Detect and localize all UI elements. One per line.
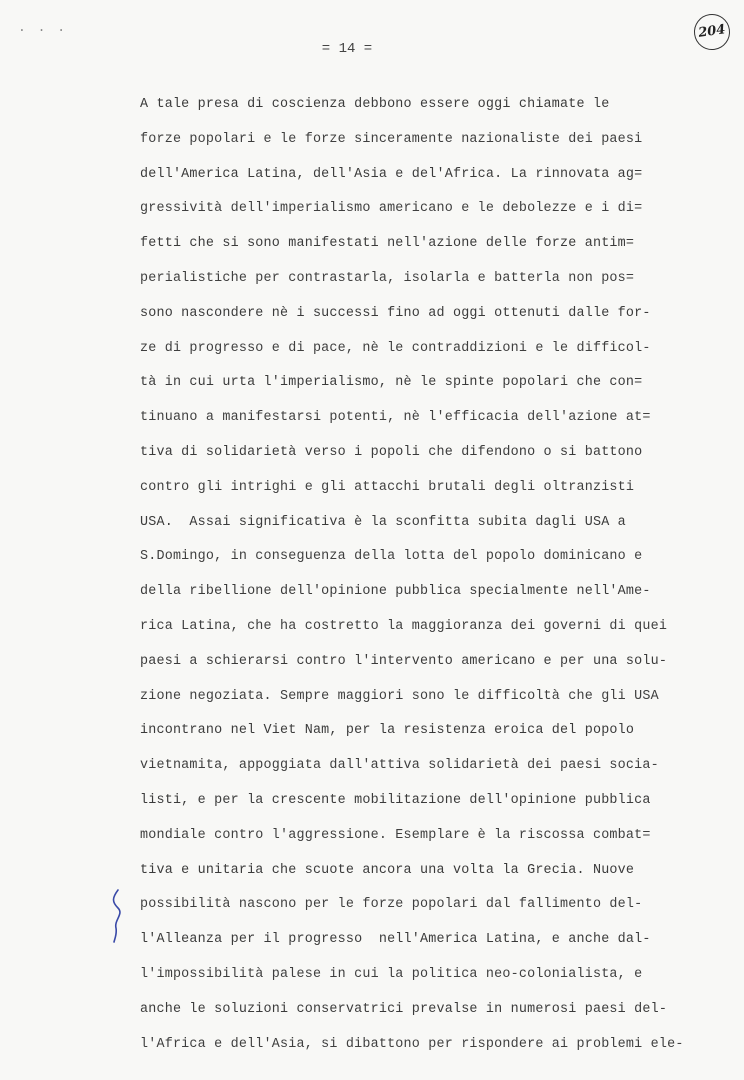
text-line: l'Africa e dell'Asia, si dibattono per rispondere ai problemi ele- [140,1036,684,1052]
text-line: tà in cui urta l'imperialismo, nè le spinte popolari che con= [140,375,643,391]
text-line: l'impossibilità palese in cui la politica neo-colonialista, e [140,966,643,982]
text-line: forze popolari e le forze sinceramente nazionaliste dei paesi [140,131,643,147]
text-line: dell'America Latina, dell'Asia e del'Africa. La rinnovata ag= [140,166,643,182]
corner-marks: . . . [18,20,68,35]
text-line: contro gli intrighi e gli attacchi brutali degli oltranzisti [140,479,635,495]
text-line: sono nascondere nè i successi fino ad oggi ottenuti dalle for- [140,305,651,321]
text-line: USA. Assai significativa è la sconfitta subita dagli USA a [140,514,626,530]
text-line: tinuano a manifestarsi potenti, nè l'efficacia dell'azione at= [140,410,651,426]
margin-pen-mark-icon [108,888,128,944]
text-line: zione negoziata. Sempre maggiori sono le difficoltà che gli USA [140,688,659,704]
text-line: tiva di solidarietà verso i popoli che difendono o si battono [140,444,643,460]
text-line: incontrano nel Viet Nam, per la resistenza eroica del popolo [140,723,635,739]
text-line: perialistiche per contrastarla, isolarla e batterla non pos= [140,270,635,286]
text-line: paesi a schierarsi contro l'intervento americano e per una solu- [140,653,668,669]
text-line: rica Latina, che ha costretto la maggioranza dei governi di quei [140,618,668,634]
text-line: ze di progresso e di pace, nè le contraddizioni e le difficol- [140,340,651,356]
body-text [140,88,720,1062]
text-line: A tale presa di coscienza debbono essere oggi chiamate le [140,97,610,112]
text-line: gressività dell'imperialismo americano e le debolezze e i di= [140,201,643,217]
text-line: possibilità nascono per le forze popolari dal fallimento del- [140,897,643,913]
text-line: anche le soluzioni conservatrici prevalse in numerosi paesi del- [140,1001,668,1017]
text-line: vietnamita, appoggiata dall'attiva solidarietà dei paesi socia- [140,758,659,774]
text-line: l'Alleanza per il progresso nell'America Latina, e anche dal- [140,932,651,948]
page-number: = 14 = [321,41,373,57]
text-line: della ribellione dell'opinione pubblica specialmente nell'Ame- [140,584,651,600]
text-line: fetti che si sono manifestati nell'azione delle forze antim= [140,236,635,252]
text-line: listi, e per la crescente mobilitazione dell'opinione pubblica [140,792,651,808]
text-line: mondiale contro l'aggressione. Esemplare è la riscossa combat= [140,827,651,843]
text-line: tiva e unitaria che scuote ancora una volta la Grecia. Nuove [140,862,635,878]
text-line: S.Domingo, in conseguenza della lotta del popolo dominicano e [140,549,643,565]
archive-stamp: 204 [692,12,733,53]
